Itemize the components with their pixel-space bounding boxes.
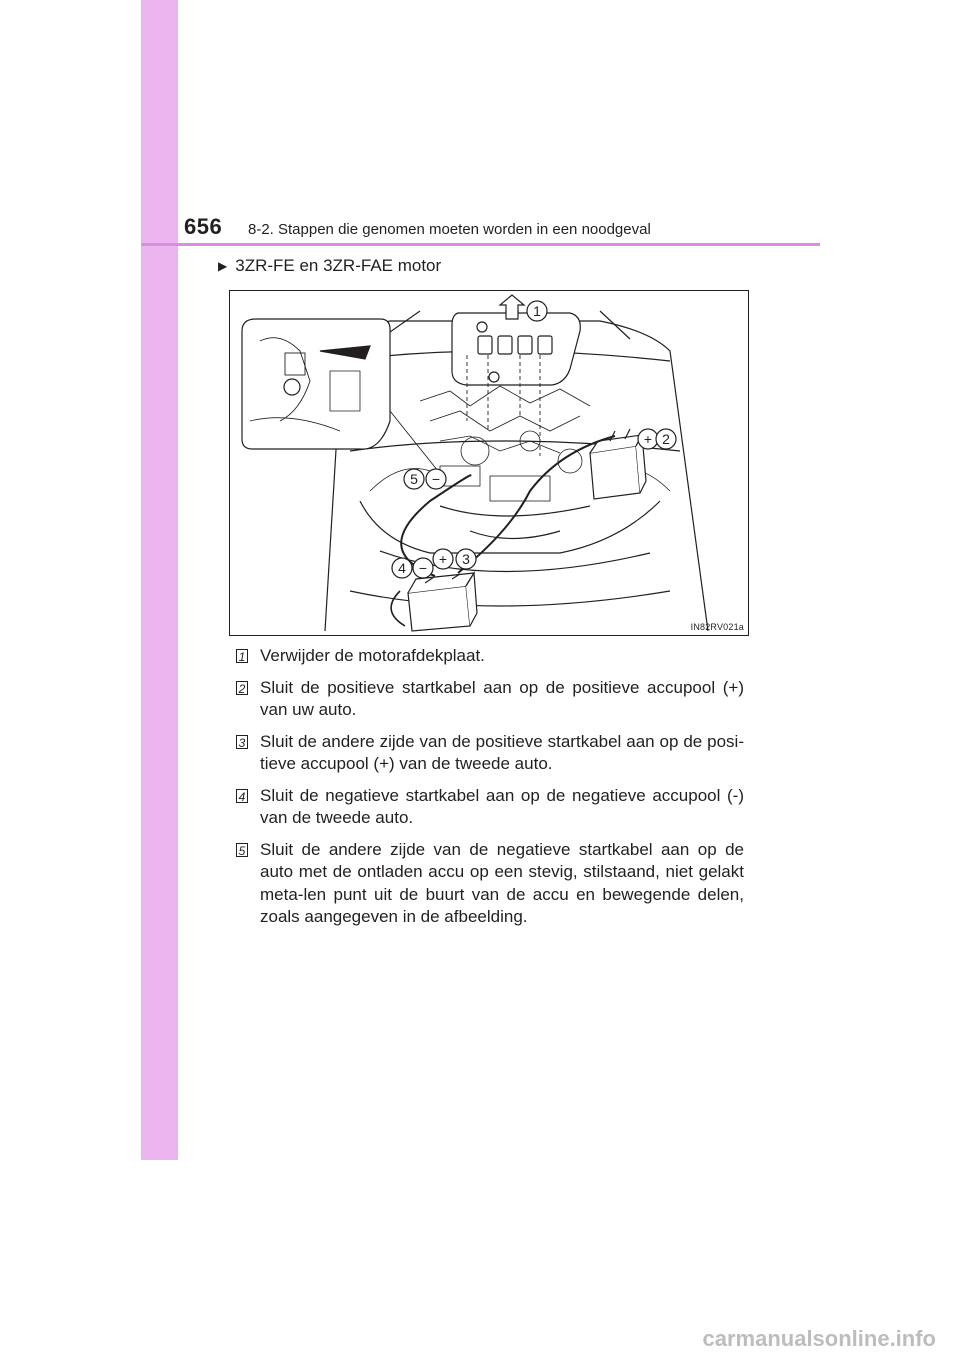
- engine-bay-illustration: [230, 291, 748, 635]
- callout-4: 4: [398, 560, 406, 576]
- step-text: Sluit de negatieve startkabel aan op de negatieve accupool (-) van de tweede auto.: [260, 785, 744, 827]
- step-number: 5: [236, 843, 248, 857]
- step-item: [236, 677, 744, 722]
- step-item: [236, 731, 744, 776]
- step-number: 2: [236, 681, 248, 695]
- subheading-text: 3ZR-FE en 3ZR-FAE motor: [235, 256, 442, 275]
- step-text: Sluit de andere zijde van de positieve startkabel aan op de posi-tieve accupool (+) van de tweede auto.: [260, 731, 744, 773]
- callout-2: 2: [662, 431, 670, 447]
- page-number: 656: [184, 214, 223, 239]
- step-number: 3: [236, 735, 248, 749]
- callout-1: 1: [533, 303, 541, 319]
- step-number: 1: [236, 649, 248, 663]
- step-text: Sluit de andere zijde van de negatieve startkabel aan op de auto met de ontladen accu op een stevig, stilstaand, niet gelakt meta-len punt uit de buurt van de accu en bewegende delen, zoals aangegeven in de afbeelding.: [260, 839, 744, 926]
- subheading: [218, 256, 441, 276]
- step-item: [236, 645, 744, 668]
- section-title: 8-2. Stappen die genomen moeten worden in een noodgeval: [248, 221, 651, 238]
- step-item: [236, 785, 744, 830]
- callout-5: 5: [410, 471, 418, 487]
- step-text: Sluit de positieve startkabel aan op de positieve accupool (+) van uw auto.: [260, 677, 744, 719]
- step-item: [236, 839, 744, 929]
- callout-minus-4: −: [418, 560, 428, 576]
- callout-minus-5: −: [431, 471, 441, 487]
- step-text: Verwijder de motorafdekplaat.: [260, 646, 485, 665]
- triangle-right-icon: ▶: [218, 259, 228, 273]
- steps-list: [236, 645, 744, 938]
- callout-plus-2: +: [643, 431, 653, 447]
- callout-plus-3: +: [438, 551, 448, 567]
- engine-bay-figure: [229, 290, 749, 636]
- callout-3: 3: [462, 551, 470, 567]
- figure-code: IN82RV021a: [690, 622, 744, 632]
- header-rule: [141, 243, 820, 246]
- step-number: 4: [236, 789, 248, 803]
- sidebar-tab: [141, 0, 178, 1160]
- watermark: carmanualsonline.info: [702, 1326, 936, 1351]
